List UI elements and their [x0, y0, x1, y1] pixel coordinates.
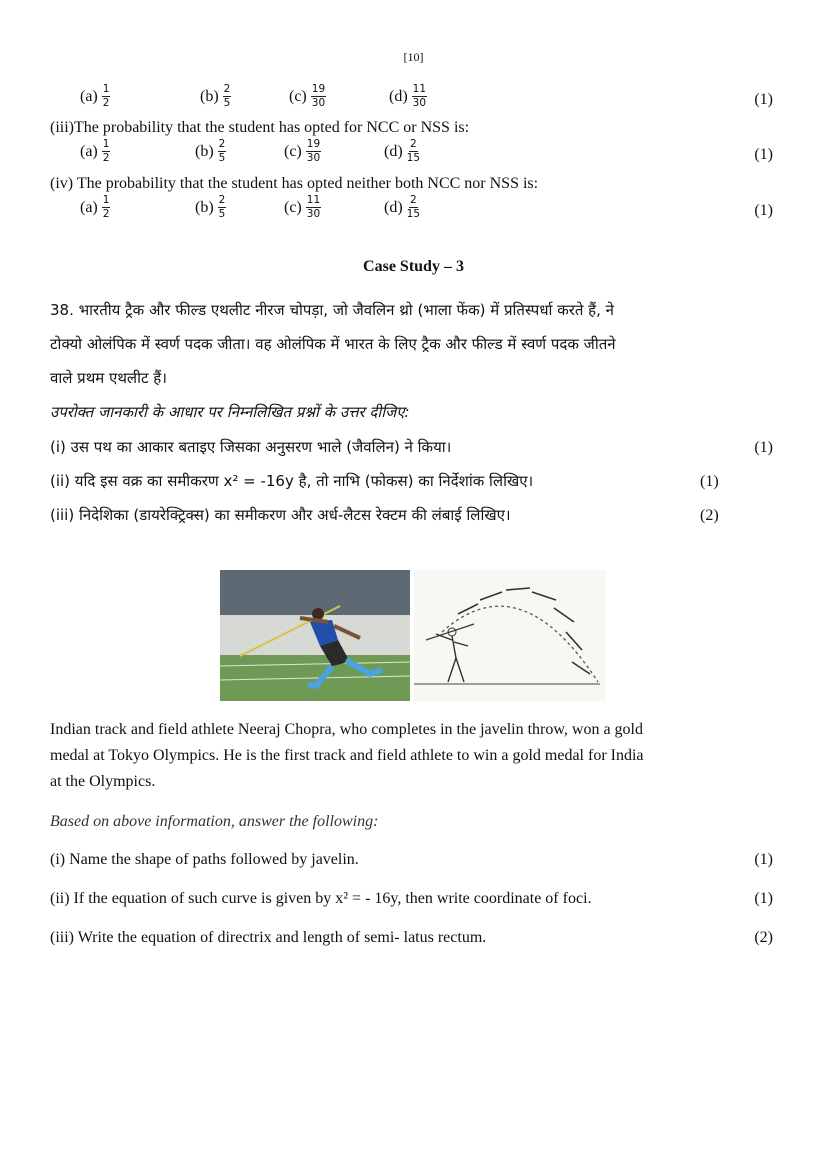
numerator: 11 [306, 195, 321, 208]
fraction [412, 84, 427, 109]
option-label: (d) [384, 198, 403, 216]
numerator: 19 [306, 139, 321, 152]
option-label: (d) [389, 87, 408, 105]
numerator: 19 [311, 84, 326, 97]
english-question-i: (i) Name the shape of paths followed by javelin. [50, 851, 359, 868]
numerator: 2 [409, 195, 418, 208]
option-label: (a) [80, 142, 98, 160]
numerator: 1 [102, 84, 111, 97]
option-label: (b) [195, 142, 214, 160]
denominator: 15 [406, 152, 421, 165]
marks: (1) [754, 851, 773, 868]
option-b [195, 195, 226, 220]
numerator: 2 [218, 139, 227, 152]
hindi-question-i: (i) उस पथ का आकार बताइए जिसका अनुसरण भाले (जैवलिन) ने किया। [50, 438, 452, 456]
numerator: 2 [223, 84, 232, 97]
question-iv: (iv) The probability that the student has opted neither both NCC nor NSS is: [50, 175, 539, 192]
marks: (1) [754, 146, 773, 163]
option-d [384, 195, 420, 220]
numerator: 1 [102, 139, 111, 152]
hindi-instruction: उपरोक्त जानकारी के आधार पर निम्नलिखित प्रश्नों के उत्तर दीजिए: [50, 403, 410, 421]
denominator: 2 [102, 208, 110, 221]
fraction [218, 139, 227, 164]
marks: (2) [700, 507, 719, 524]
option-label: (b) [195, 198, 214, 216]
option-d [389, 84, 427, 109]
option-a [80, 84, 110, 109]
option-label: (c) [284, 142, 302, 160]
javelin-photo [220, 570, 606, 701]
option-b [200, 84, 231, 109]
denominator: 30 [306, 208, 321, 221]
option-label: (c) [284, 198, 302, 216]
javelin-illustration [220, 570, 606, 701]
hindi-paragraph-line: वाले प्रथम एथलीट हैं। [50, 369, 167, 387]
denominator: 30 [311, 97, 326, 110]
marks: (1) [754, 202, 773, 219]
denominator: 2 [102, 152, 110, 165]
option-label: (b) [200, 87, 219, 105]
fraction [102, 195, 111, 220]
option-c [284, 139, 321, 164]
hindi-question-iii: (iii) निदेशिका (डायरेक्ट्रिक्स) का समीकरण और अर्ध-लैटस रेक्टम की लंबाई लिखिए। [50, 506, 511, 524]
hindi-paragraph-line: 38. भारतीय ट्रैक और फील्ड एथलीट नीरज चोपड़ा, जो जैवलिन थ्रो (भाला फेंक) में प्रतिस्पर्धा करते हैं, ने [50, 301, 615, 319]
numerator: 2 [218, 195, 227, 208]
numerator: 2 [409, 139, 418, 152]
fraction [407, 139, 420, 164]
page-number: [10] [403, 50, 424, 64]
fraction [311, 84, 326, 109]
question-iii: (iii)The probability that the student has opted for NCC or NSS is: [50, 119, 470, 136]
option-c [284, 195, 321, 220]
option-d [384, 139, 420, 164]
fraction [223, 84, 232, 109]
option-label: (a) [80, 198, 98, 216]
denominator: 5 [223, 97, 231, 110]
fraction [102, 84, 111, 109]
marks: (1) [700, 473, 719, 490]
denominator: 15 [406, 208, 421, 221]
english-question-ii: (ii) If the equation of such curve is given by x² = - 16y, then write coordinate of foci. [50, 890, 592, 907]
denominator: 5 [218, 152, 226, 165]
fraction [102, 139, 111, 164]
marks: (1) [754, 890, 773, 907]
option-b [195, 139, 226, 164]
numerator: 11 [412, 84, 427, 97]
english-question-iii: (iii) Write the equation of directrix and length of semi- latus rectum. [50, 929, 487, 946]
numerator: 1 [102, 195, 111, 208]
denominator: 2 [102, 97, 110, 110]
marks: (2) [754, 929, 773, 946]
marks: (1) [754, 439, 773, 456]
fraction [306, 139, 321, 164]
denominator: 5 [218, 208, 226, 221]
english-paragraph-line: at the Olympics. [50, 773, 156, 790]
english-paragraph-line: Indian track and field athlete Neeraj Chopra, who completes in the javelin throw, won a gold [50, 721, 643, 738]
denominator: 30 [306, 152, 321, 165]
option-a [80, 195, 110, 220]
hindi-paragraph-line: टोक्यो ओलंपिक में स्वर्ण पदक जीता। वह ओलंपिक में भारत के लिए ट्रैक और फील्ड में स्वर्ण पदक जीतने [50, 335, 616, 353]
english-instruction: Based on above information, answer the following: [50, 813, 379, 830]
option-a [80, 139, 110, 164]
case-study-title: Case Study – 3 [363, 258, 464, 275]
option-c [289, 84, 326, 109]
option-label: (c) [289, 87, 307, 105]
fraction [407, 195, 420, 220]
option-label: (a) [80, 87, 98, 105]
option-label: (d) [384, 142, 403, 160]
marks: (1) [754, 91, 773, 108]
hindi-question-ii: (ii) यदि इस वक्र का समीकरण x² = -16y है, तो नाभि (फोकस) का निर्देशांक लिखिए। [50, 472, 534, 490]
denominator: 30 [412, 97, 427, 110]
english-paragraph-line: medal at Tokyo Olympics. He is the first track and field athlete to win a gold medal for India [50, 747, 644, 764]
fraction [306, 195, 321, 220]
fraction [218, 195, 227, 220]
